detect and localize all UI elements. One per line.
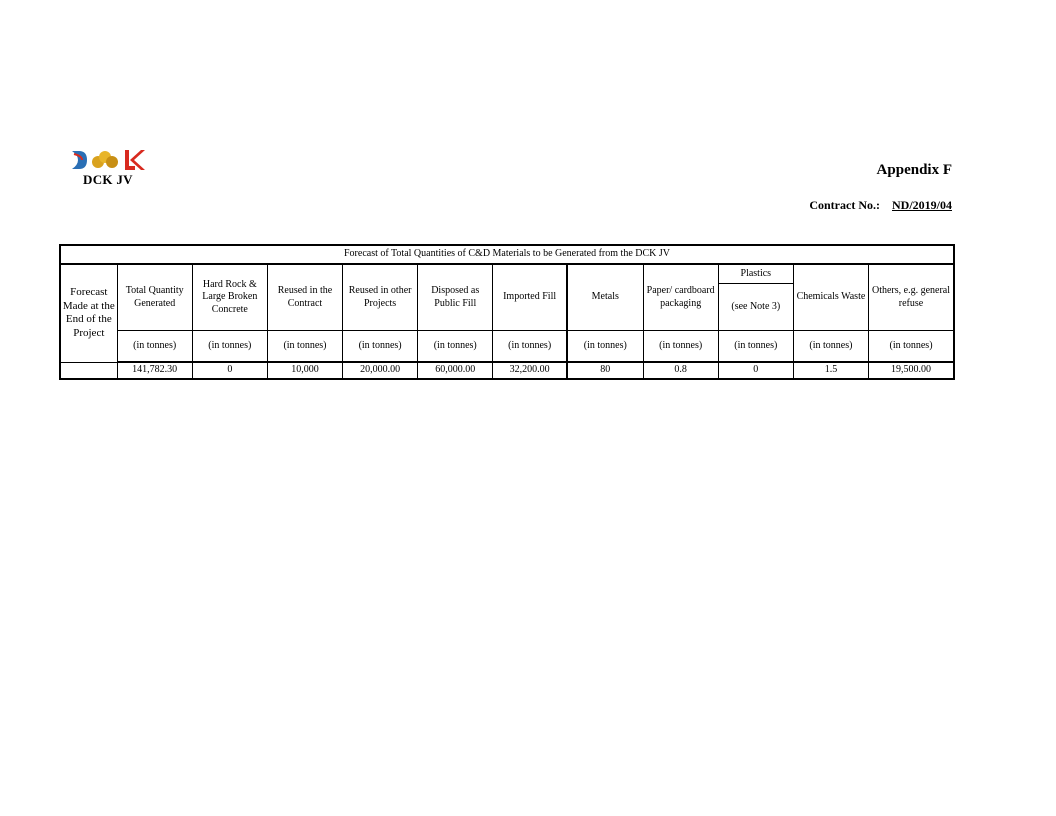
- col-header-reused-other: Reused in other Projects: [343, 264, 418, 331]
- row-header-blank: [60, 362, 117, 379]
- value-plastics: 0: [718, 362, 793, 379]
- col-header-hard-rock: Hard Rock & Large Broken Concrete: [192, 264, 267, 331]
- value-disposed: 60,000.00: [418, 362, 493, 379]
- contract-value: ND/2019/04: [892, 198, 952, 212]
- value-imported: 32,200.00: [493, 362, 567, 379]
- table-title: Forecast of Total Quantities of C&D Materials to be Generated from the DCK JV: [60, 245, 954, 264]
- value-total: 141,782.30: [117, 362, 192, 379]
- appendix-title: Appendix F: [876, 162, 952, 178]
- col-header-imported: Imported Fill: [493, 264, 567, 331]
- value-metals: 80: [567, 362, 643, 379]
- row-header: Forecast Made at the End of the Project: [60, 264, 117, 362]
- unit-reused-other: (in tonnes): [343, 331, 418, 363]
- dck-logo-icon: [70, 148, 150, 172]
- unit-paper: (in tonnes): [643, 331, 718, 363]
- unit-imported: (in tonnes): [493, 331, 567, 363]
- col-header-reused-contract: Reused in the Contract: [267, 264, 342, 331]
- value-reused-other: 20,000.00: [343, 362, 418, 379]
- unit-chemicals: (in tonnes): [793, 331, 868, 363]
- unit-total: (in tonnes): [117, 331, 192, 363]
- col-header-plastics-note: (see Note 3): [718, 284, 793, 331]
- value-hard-rock: 0: [192, 362, 267, 379]
- contract-label: Contract No.:: [809, 198, 880, 212]
- col-header-disposed: Disposed as Public Fill: [418, 264, 493, 331]
- col-header-paper: Paper/ cardboard packaging: [643, 264, 718, 331]
- unit-reused-contract: (in tonnes): [267, 331, 342, 363]
- value-reused-contract: 10,000: [267, 362, 342, 379]
- col-header-metals: Metals: [567, 264, 643, 331]
- unit-others: (in tonnes): [869, 331, 954, 363]
- unit-hard-rock: (in tonnes): [192, 331, 267, 363]
- unit-plastics: (in tonnes): [718, 331, 793, 363]
- contract-number: [809, 198, 952, 213]
- value-chemicals: 1.5: [793, 362, 868, 379]
- unit-disposed: (in tonnes): [418, 331, 493, 363]
- col-header-chemicals: Chemicals Waste: [793, 264, 868, 331]
- value-paper: 0.8: [643, 362, 718, 379]
- value-others: 19,500.00: [869, 362, 954, 379]
- company-logo: [70, 148, 150, 190]
- col-header-total: Total Quantity Generated: [117, 264, 192, 331]
- col-header-plastics: Plastics: [718, 264, 793, 284]
- table-row: [60, 362, 954, 379]
- forecast-table: [59, 244, 955, 380]
- logo-text: DCK JV: [83, 172, 133, 187]
- col-header-others: Others, e.g. general refuse: [869, 264, 954, 331]
- unit-metals: (in tonnes): [567, 331, 643, 363]
